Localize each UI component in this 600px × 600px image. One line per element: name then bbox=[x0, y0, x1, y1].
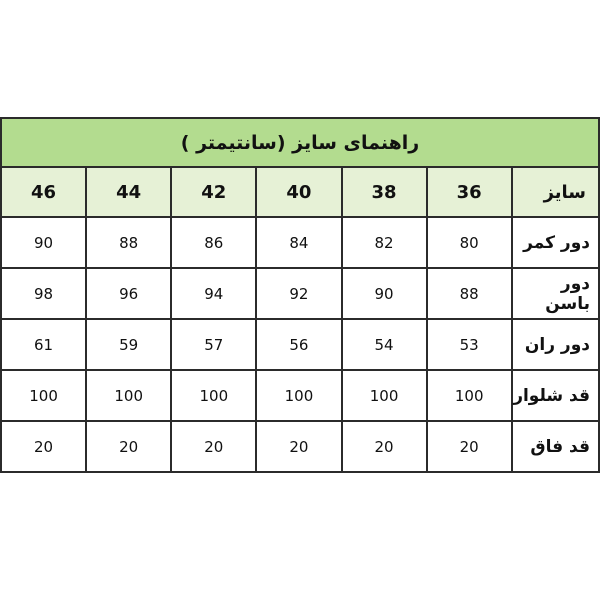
table-cell: 20 bbox=[256, 421, 341, 472]
table-cell: 57 bbox=[171, 319, 256, 370]
size-header-cell: 46 bbox=[1, 167, 86, 217]
table-cell: 80 bbox=[427, 217, 512, 268]
table-row-waist bbox=[1, 217, 599, 268]
table-cell: 90 bbox=[1, 217, 86, 268]
size-header-cell: 38 bbox=[342, 167, 427, 217]
table-cell: 100 bbox=[342, 370, 427, 421]
table-cell: 98 bbox=[1, 268, 86, 319]
size-header-label: سایز bbox=[512, 167, 599, 217]
table-cell: 100 bbox=[256, 370, 341, 421]
table-cell: 86 bbox=[171, 217, 256, 268]
table-cell: 88 bbox=[427, 268, 512, 319]
table-row-rise bbox=[1, 421, 599, 472]
row-label: دور باسن bbox=[512, 268, 599, 319]
table-cell: 100 bbox=[1, 370, 86, 421]
table-cell: 20 bbox=[86, 421, 171, 472]
table-cell: 20 bbox=[1, 421, 86, 472]
row-label: دور ران bbox=[512, 319, 599, 370]
table-cell: 92 bbox=[256, 268, 341, 319]
table-row-thigh bbox=[1, 319, 599, 370]
table-cell: 82 bbox=[342, 217, 427, 268]
size-chart-table bbox=[0, 117, 600, 473]
table-row-length bbox=[1, 370, 599, 421]
size-header-cell: 42 bbox=[171, 167, 256, 217]
table-cell: 61 bbox=[1, 319, 86, 370]
table-cell: 96 bbox=[86, 268, 171, 319]
table-cell: 56 bbox=[256, 319, 341, 370]
size-header-cell: 44 bbox=[86, 167, 171, 217]
table-cell: 100 bbox=[86, 370, 171, 421]
table-row-hip bbox=[1, 268, 599, 319]
table-cell: 100 bbox=[427, 370, 512, 421]
title-row bbox=[1, 118, 599, 167]
table-cell: 100 bbox=[171, 370, 256, 421]
table-cell: 20 bbox=[171, 421, 256, 472]
table-title: راهنمای سایز (سانتیمتر ) bbox=[1, 118, 599, 167]
table-cell: 88 bbox=[86, 217, 171, 268]
row-label: قد شلوار bbox=[512, 370, 599, 421]
table-cell: 20 bbox=[342, 421, 427, 472]
table-cell: 84 bbox=[256, 217, 341, 268]
table-cell: 53 bbox=[427, 319, 512, 370]
table-cell: 20 bbox=[427, 421, 512, 472]
row-label: قد فاق bbox=[512, 421, 599, 472]
table-cell: 90 bbox=[342, 268, 427, 319]
size-header-row bbox=[1, 167, 599, 217]
row-label: دور کمر bbox=[512, 217, 599, 268]
table-cell: 54 bbox=[342, 319, 427, 370]
table-cell: 94 bbox=[171, 268, 256, 319]
size-header-cell: 40 bbox=[256, 167, 341, 217]
table-cell: 59 bbox=[86, 319, 171, 370]
size-header-cell: 36 bbox=[427, 167, 512, 217]
